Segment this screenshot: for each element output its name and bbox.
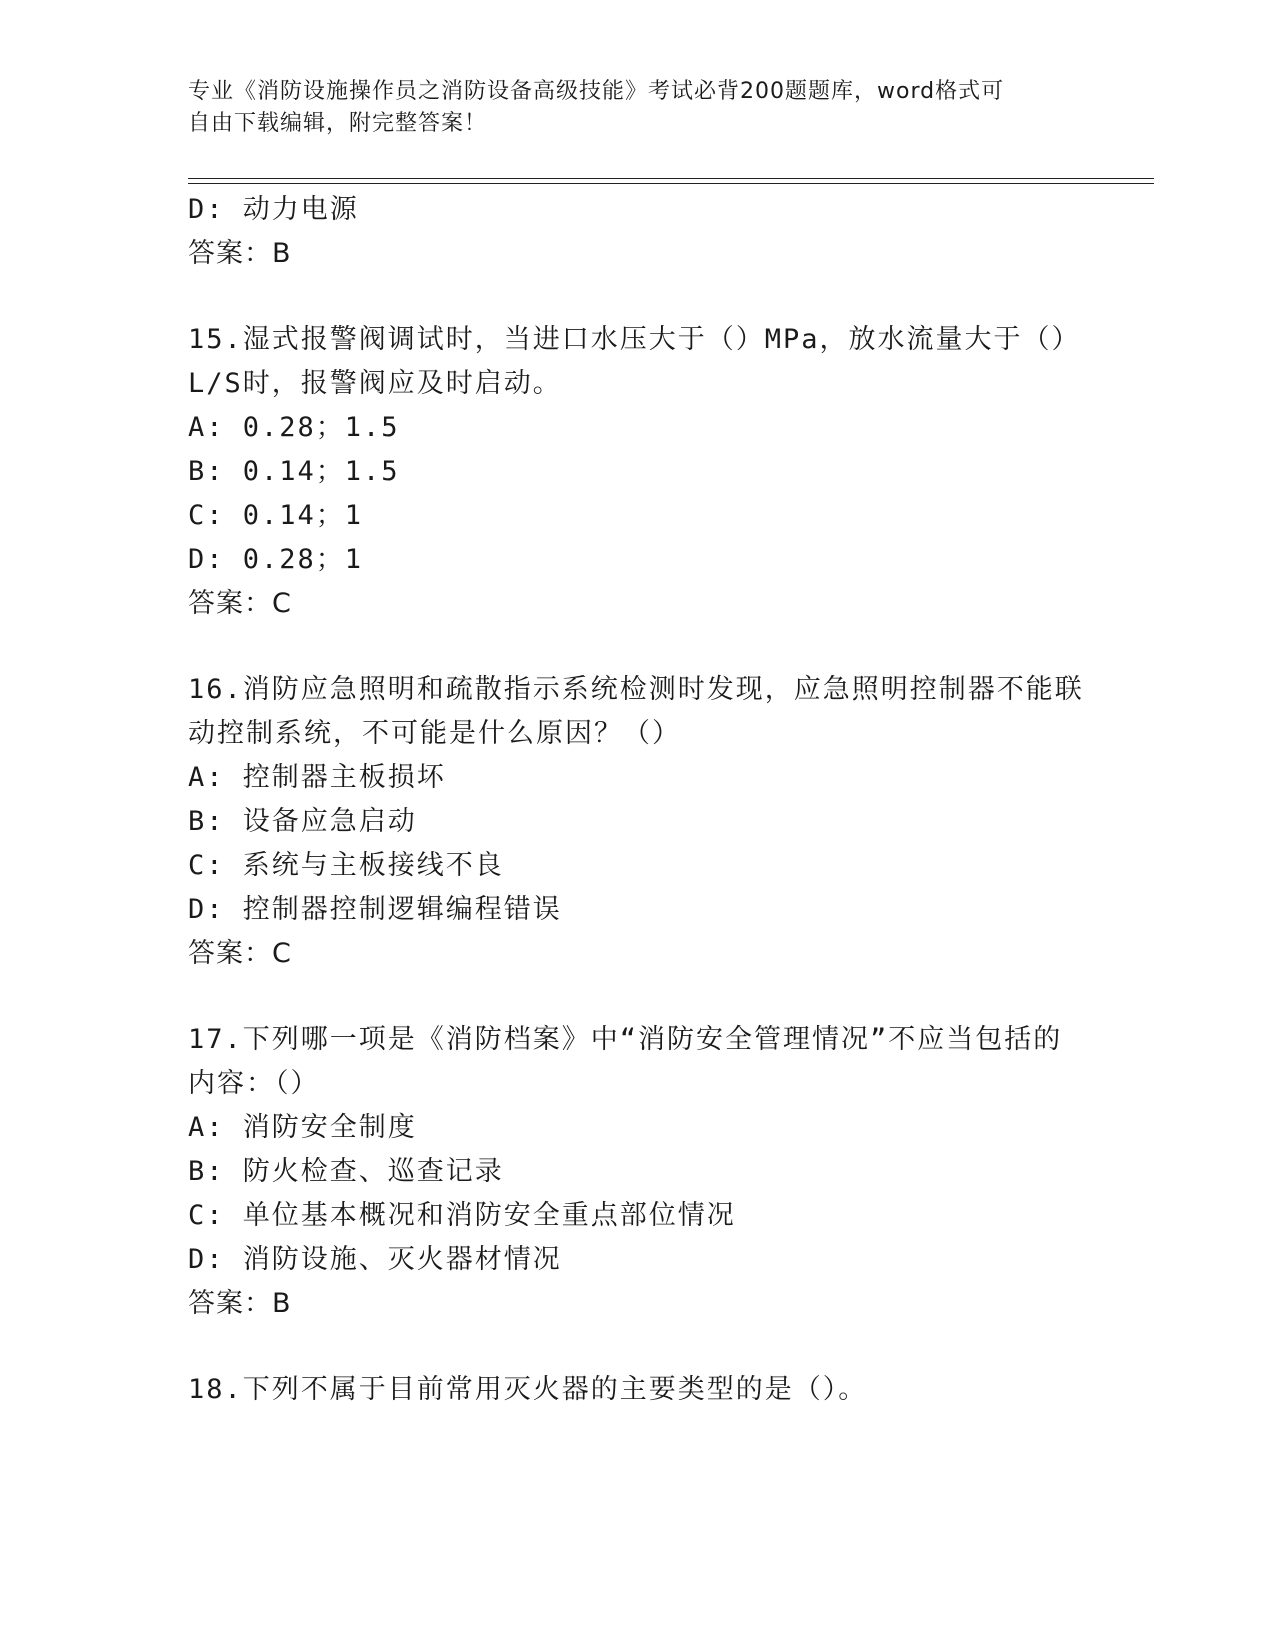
q17-option-d: D: 消防设施、灭火器材情况 [188, 1244, 562, 1275]
q16-option-d: D: 控制器控制逻辑编程错误 [188, 894, 562, 925]
q17-option-c: C: 单位基本概况和消防安全重点部位情况 [188, 1200, 736, 1231]
header-rule-top [188, 178, 1154, 179]
q17-option-b: B: 防火检查、巡查记录 [188, 1156, 504, 1187]
q17-answer: 答案：B [188, 1288, 292, 1319]
prev-option-d: D: 动力电源 [188, 194, 359, 225]
q15-stem-line1: 15.湿式报警阀调试时，当进口水压大于（）MPa，放水流量大于（） [188, 324, 1081, 355]
q17-stem-line1: 17.下列哪一项是《消防档案》中“消防安全管理情况”不应当包括的 [188, 1024, 1063, 1055]
q16-stem-line1: 16.消防应急照明和疏散指示系统检测时发现，应急照明控制器不能联 [188, 674, 1084, 705]
q16-stem-line2: 动控制系统，不可能是什么原因？（） [188, 718, 681, 749]
q16-answer: 答案：C [188, 938, 292, 969]
q16-option-a: A: 控制器主板损坏 [188, 762, 446, 793]
q18-stem-line1: 18.下列不属于目前常用灭火器的主要类型的是（）。 [188, 1374, 868, 1405]
q15-option-d: D: 0.28；1 [188, 544, 364, 575]
header-line-1: 专业《消防设施操作员之消防设备高级技能》考试必背200题题库，word格式可 [188, 79, 1005, 104]
header-rule-bottom [188, 183, 1154, 184]
q16-option-c: C: 系统与主板接线不良 [188, 850, 504, 881]
q17-stem-line2: 内容：（） [188, 1068, 320, 1099]
document-header [188, 76, 1068, 140]
q15-option-a: A: 0.28；1.5 [188, 412, 400, 443]
header-line-2: 自由下载编辑，附完整答案！ [188, 111, 488, 136]
q15-option-b: B: 0.14；1.5 [188, 456, 400, 487]
prev-answer: 答案：B [188, 238, 292, 269]
q17-option-a: A: 消防安全制度 [188, 1112, 417, 1143]
q15-stem-line2: L/S时，报警阀应及时启动。 [188, 368, 562, 399]
q15-answer: 答案：C [188, 588, 292, 619]
q15-option-c: C: 0.14；1 [188, 500, 364, 531]
q16-option-b: B: 设备应急启动 [188, 806, 417, 837]
